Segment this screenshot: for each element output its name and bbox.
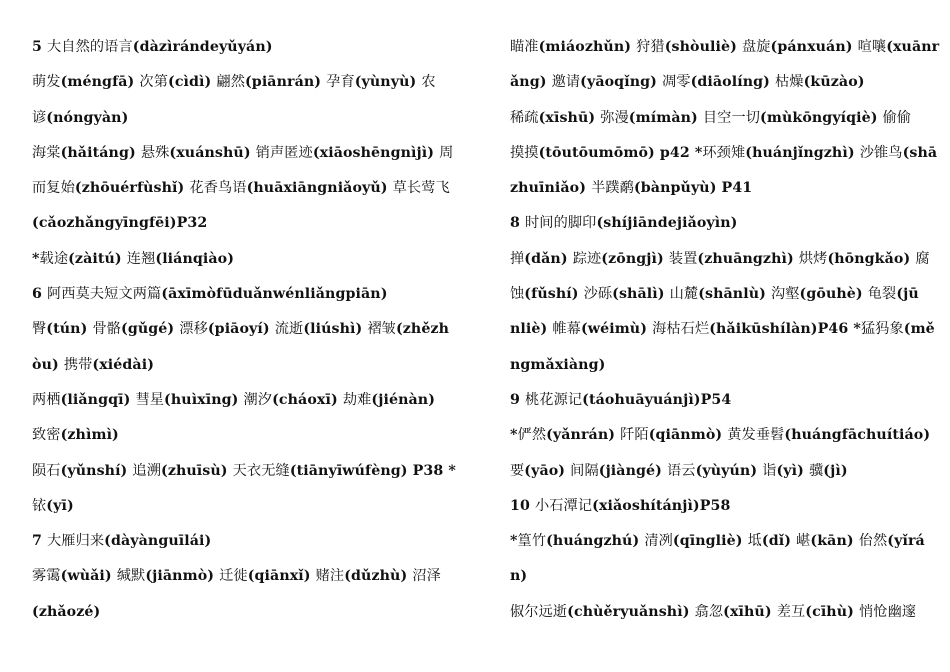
vocab-line: 致密(zhìmì) <box>32 427 119 444</box>
vocab-line: 萌发(méngfā) 次第(cìdì) 翩然(piānrán) 孕育(yùnyù) 农 <box>32 74 436 91</box>
vocab-line: (cǎozhǎngyīngfēi)P32 <box>32 215 208 232</box>
vocab-line: 两栖(liǎngqī) 彗星(huìxīng) 潮汐(cháoxī) 劫难(jiénàn) <box>32 391 436 408</box>
section-heading: 7 大雁归来(dàyànguīlái) <box>32 533 212 550</box>
section-heading: 8 时间的脚印(shíjiāndejiǎoyìn) <box>510 215 738 232</box>
vocab-line: 臀(tún) 骨骼(gǔgé) 漂移(piāoyí) 流逝(liúshì) 褶皱(zhězh <box>32 321 450 338</box>
vocab-line: òu) 携带(xiédài) <box>32 356 155 373</box>
section-heading: 6 阿西莫夫短文两篇(āxīmòfūduǎnwénliǎngpiān) <box>32 286 388 303</box>
vocab-line: 摸摸(tōutōumōmō) p42 *环颈雉(huánjǐngzhì) 沙锥鸟(shā <box>510 144 938 161</box>
vocab-line: 蚀(fǔshí) 沙砾(shālì) 山麓(shānlù) 沟壑(gōuhè) 龟裂(jū <box>510 286 919 303</box>
section-heading: 10 小石潭记(xiǎoshítánjì)P58 <box>510 497 731 514</box>
vocab-line: 要(yāo) 间隔(jiàngé) 语云(yùyún) 诣(yì) 骥(jì) <box>510 462 848 479</box>
vocab-line: (zhǎozé) <box>32 603 101 620</box>
vocab-line: 而复始(zhōuérfùshǐ) 花香鸟语(huāxiāngniǎoyǔ) 草长莺飞 <box>32 180 450 197</box>
section-heading: 9 桃花源记(táohuāyuánjì)P54 <box>510 391 732 408</box>
vocab-line: *俨然(yǎnrán) 阡陌(qiānmò) 黄发垂髫(huángfāchuítiáo) <box>510 427 931 444</box>
vocab-line: ngmǎxiàng) <box>510 356 606 373</box>
vocab-line: 瞄准(miáozhǔn) 狩猎(shòuliè) 盘旋(pánxuán) 喧嚷(xuānr <box>510 39 940 55</box>
vocab-line: 俶尔远逝(chùěryuǎnshì) 翕忽(xīhū) 差互(cīhù) 悄怆幽邃 <box>510 603 917 620</box>
left-column <box>32 30 456 630</box>
vocab-line: nliè) 帷幕(wéimù) 海枯石烂(hǎikūshílàn)P46 *猛犸象(mě <box>510 321 935 338</box>
vocab-line: 铱(yī) <box>32 497 74 514</box>
vocab-line: 掸(dǎn) 踪迹(zōngjì) 装置(zhuāngzhì) 烘烤(hōngkǎo) 腐 <box>510 250 930 267</box>
vocab-line: n) <box>510 568 528 585</box>
vocab-line: 谚(nóngyàn) <box>32 109 129 126</box>
vocab-line: 雾霭(wùǎi) 缄默(jiānmò) 迁徙(qiānxǐ) 赌注(dǔzhù) 沼泽 <box>32 568 441 585</box>
vocab-line: 海棠(hǎitáng) 悬殊(xuánshū) 销声匿迹(xiāoshēngnìjì) 周 <box>32 144 454 161</box>
right-column <box>510 30 940 630</box>
vocab-line: 稀疏(xīshū) 弥漫(mímàn) 目空一切(mùkōngyíqiè) 偷偷 <box>510 109 912 126</box>
vocab-line: ǎng) 邀请(yāoqǐng) 凋零(diāolíng) 枯燥(kūzào) <box>510 74 865 91</box>
vocab-line: *载途(zàitú) 连翘(liánqiào) <box>32 250 235 267</box>
vocab-line: 陨石(yǔnshí) 追溯(zhuīsù) 天衣无缝(tiānyīwúfèng) P38 * <box>32 462 456 479</box>
vocab-line: zhuīniǎo) 半蹼鹬(bànpǔyù) P41 <box>510 180 753 197</box>
vocab-line: *篁竹(huángzhú) 清冽(qīngliè) 坻(dǐ) 嵁(kān) 佁然(yǐrá <box>510 533 925 550</box>
section-heading: 5 大自然的语言(dàzìrándeyǔyán) <box>32 39 273 55</box>
